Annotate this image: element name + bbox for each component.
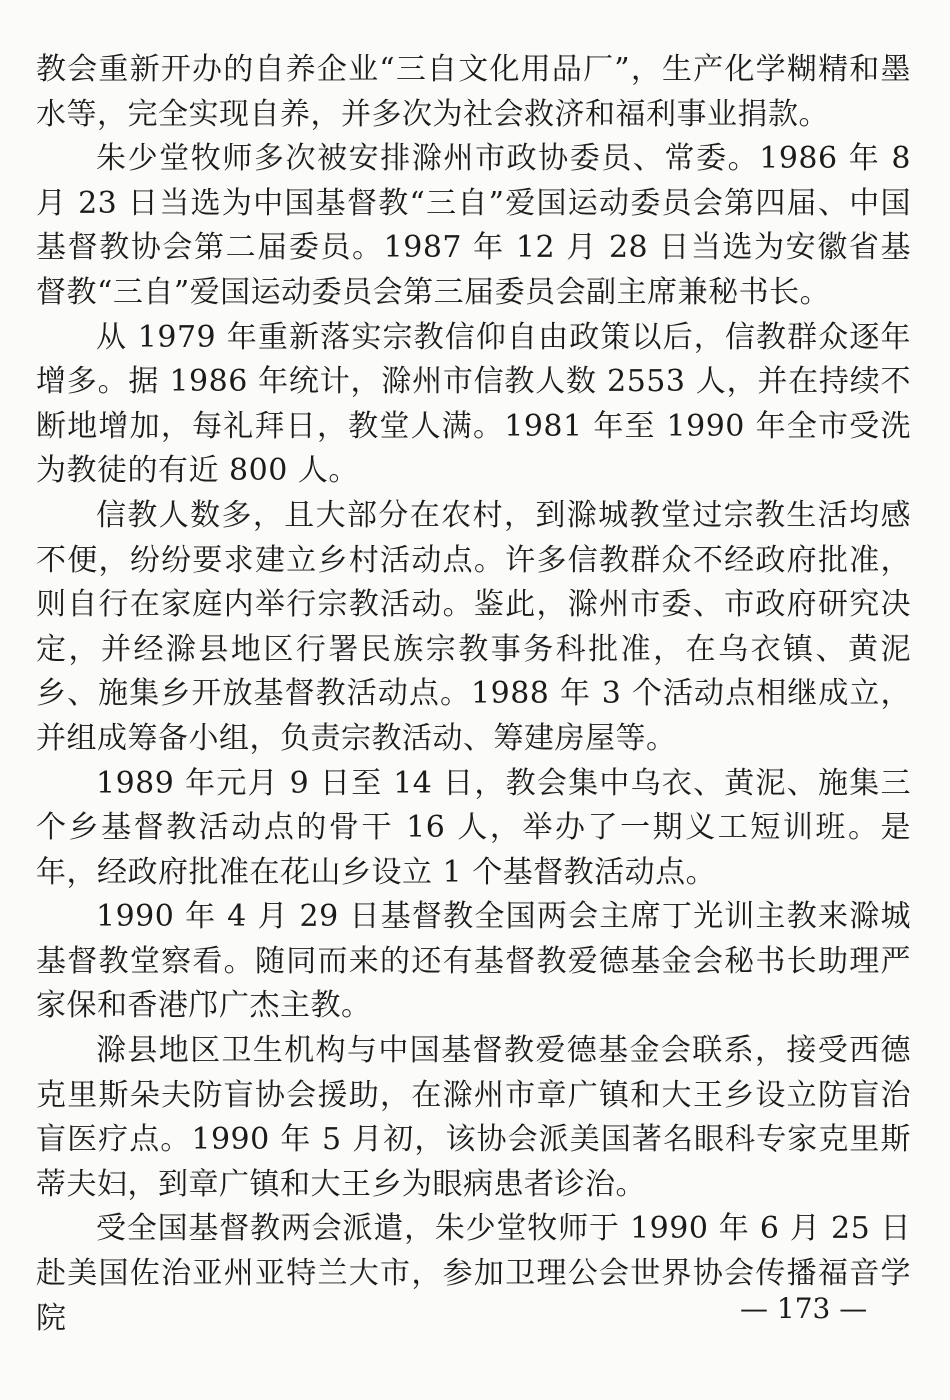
- paragraph-8: 受全国基督教两会派遣，朱少堂牧师于 1990 年 6 月 25 日赴美国佐治亚州亚特兰大市，参加卫理公会世界协会传播福音学院: [36, 1211, 911, 1336]
- paragraph-2: 朱少堂牧师多次被安排滁州市政协委员、常委。1986 年 8 月 23 日当选为中国基督教“三自”爱国运动委员会第四届、中国基督教协会第二届委员。1987 年 12 月 28 日当选为安徽省基督教“三自”爱国运动委员会第三届委员会副主席兼秘书长。: [36, 141, 911, 310]
- body-text: [36, 48, 911, 1341]
- paragraph-7: 滁县地区卫生机构与中国基督教爱德基金会联系，接受西德克里斯朵夫防盲协会援助，在滁州市章广镇和大王乡设立防盲治盲医疗点。1990 年 5 月初，该协会派美国著名眼科专家克里斯蒂夫妇，到章广镇和大王乡为眼病患者诊治。: [36, 1033, 911, 1202]
- paragraph-6: 1990 年 4 月 29 日基督教全国两会主席丁光训主教来滁城基督教堂察看。随同而来的还有基督教爱德基金会秘书长助理严家保和香港邝广杰主教。: [36, 899, 911, 1024]
- paragraph-1: 教会重新开办的自养企业“三自文化用品厂”，生产化学糊精和墨水等，完全实现自养，并多次为社会救济和福利事业捐款。: [36, 52, 911, 132]
- paragraph-5: 1989 年元月 9 日至 14 日，教会集中乌衣、黄泥、施集三个乡基督教活动点的骨干 16 人，举办了一期义工短训班。是年，经政府批准在花山乡设立 1 个基督教活动点。: [36, 765, 911, 890]
- page-number: — 173 —: [740, 1292, 868, 1325]
- paragraph-4: 信教人数多，且大部分在农村，到滁城教堂过宗教生活均感不便，纷纷要求建立乡村活动点。许多信教群众不经政府批准，则自行在家庭内举行宗教活动。鉴此，滁州市委、市政府研究决定，并经滁县地区行署民族宗教事务科批准，在乌衣镇、黄泥乡、施集乡开放基督教活动点。1988 年 3 个活动点相继成立，并组成筹备小组，负责宗教活动、筹建房屋等。: [36, 497, 911, 756]
- paragraph-3: 从 1979 年重新落实宗教信仰自由政策以后，信教群众逐年增多。据 1986 年统计，滁州市信教人数 2553 人，并在持续不断地增加，每礼拜日，教堂人满。1981 年至 1990 年全市受洗为教徒的有近 800 人。: [36, 319, 911, 489]
